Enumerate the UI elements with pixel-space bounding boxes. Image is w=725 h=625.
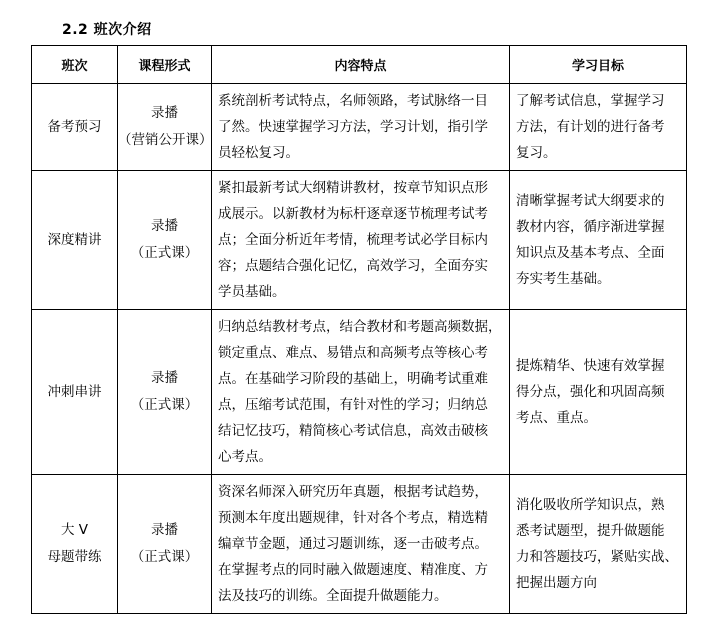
features-line: 容；点题结合强化记忆，高效学习，全面夯实 [218, 258, 488, 274]
features-line: 紧扣最新考试大纲精讲教材，按章节知识点形 [218, 180, 488, 196]
goals-line: 夯实考生基础。 [516, 271, 611, 287]
features-line: 在掌握考点的同时融入做题速度、精准度、方 [218, 562, 488, 578]
features-line: 点，压缩考试范围，有针对性的学习；归纳总 [218, 397, 488, 413]
features-line: 编章节金题，通过习题训练，逐一击破考点。 [218, 536, 488, 552]
format-cell [118, 475, 212, 614]
features-line: 法及技巧的训练。全面提升做题能力。 [218, 588, 448, 604]
goals-line: 悉考试题型，提升做题能 [516, 523, 665, 539]
format-cell [118, 84, 212, 171]
format-note: （正式课） [130, 245, 199, 261]
table-row [32, 310, 687, 475]
format-cell [118, 171, 212, 310]
format-type: 录播 [151, 218, 178, 234]
goals-line: 方法，有计划的进行备考 [516, 119, 665, 135]
class-name: 备考预习 [47, 118, 102, 135]
class-name-cell [32, 475, 118, 614]
table-row [32, 171, 687, 310]
goals-line: 了解考试信息，掌握学习 [516, 93, 665, 109]
format-note: （正式课） [130, 549, 199, 565]
class-intro-table [31, 45, 687, 614]
class-name-cell [32, 171, 118, 310]
table-header-row [32, 46, 687, 84]
class-name: 母题带练 [47, 549, 102, 565]
header-format: 课程形式 [118, 46, 212, 84]
goals-line: 力和答题技巧，紧贴实战、 [516, 549, 678, 565]
features-cell [212, 171, 510, 310]
format-type: 录播 [151, 522, 178, 538]
goals-line: 教材内容，循序渐进掌握 [516, 219, 665, 235]
table-row [32, 475, 687, 614]
features-line: 心考点。 [218, 449, 272, 465]
features-line: 成展示。以新教材为标杆逐章逐节梳理考试考 [218, 206, 488, 222]
features-line: 点。在基础学习阶段的基础上，明确考试重难 [218, 371, 488, 387]
features-cell [212, 84, 510, 171]
class-name-cell [32, 84, 118, 171]
goals-line: 提炼精华、快速有效掌握 [516, 358, 665, 374]
goals-line: 消化吸收所学知识点，熟 [516, 497, 665, 513]
class-name-cell [32, 310, 118, 475]
goals-line: 知识点及基本考点、全面 [516, 245, 665, 261]
features-line: 了然。快速掌握学习方法，学习计划，指引学 [218, 119, 488, 135]
format-note: （正式课） [130, 397, 199, 413]
goals-line: 复习。 [516, 145, 557, 161]
class-name: 深度精讲 [47, 231, 102, 248]
format-note: （营销公开课） [118, 132, 213, 148]
header-goals: 学习目标 [510, 46, 687, 84]
features-line: 系统剖析考试特点，名师领路，考试脉络一目 [218, 93, 488, 109]
features-line: 归纳总结教材考点，结合教材和考题高频数据， [218, 319, 502, 335]
features-line: 锁定重点、难点、易错点和高频考点等核心考 [218, 345, 488, 361]
header-features: 内容特点 [212, 46, 510, 84]
goals-line: 得分点，强化和巩固高频 [516, 384, 665, 400]
class-name: 冲刺串讲 [47, 383, 102, 400]
table-row [32, 84, 687, 171]
features-line: 结记忆技巧，精简核心考试信息，高效击破核 [218, 423, 488, 439]
header-class: 班次 [32, 46, 118, 84]
format-type: 录播 [151, 105, 178, 121]
class-name: 大 V [60, 522, 89, 538]
features-line: 资深名师深入研究历年真题，根据考试趋势， [218, 484, 488, 500]
goals-cell [510, 310, 687, 475]
goals-cell [510, 84, 687, 171]
goals-cell [510, 475, 687, 614]
features-cell [212, 475, 510, 614]
format-type: 录播 [151, 370, 178, 386]
features-line: 员轻松复习。 [218, 145, 299, 161]
features-line: 学员基础。 [218, 284, 286, 300]
features-line: 预测本年度出题规律，针对各个考点，精选精 [218, 510, 488, 526]
features-line: 点；全面分析近年考情，梳理考试必学目标内 [218, 232, 488, 248]
goals-line: 清晰掌握考试大纲要求的 [516, 193, 665, 209]
goals-line: 把握出题方向 [516, 575, 597, 591]
section-heading: 2.2 班次介绍 [62, 22, 152, 38]
format-cell [118, 310, 212, 475]
goals-cell [510, 171, 687, 310]
features-cell [212, 310, 510, 475]
goals-line: 考点、重点。 [516, 410, 597, 426]
